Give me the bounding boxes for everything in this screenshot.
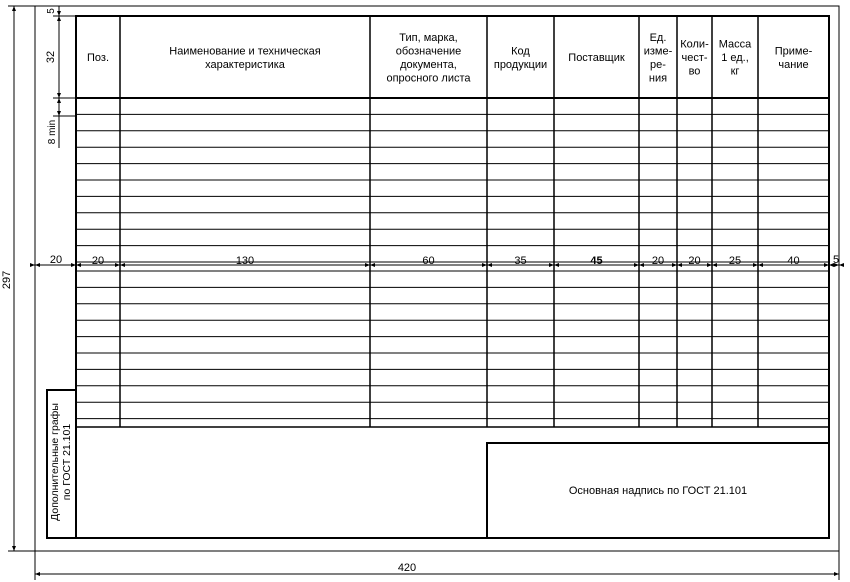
column-header-type — [386, 32, 471, 85]
left-margin-label: 20 — [49, 254, 63, 266]
column-header-line: документа, — [400, 58, 457, 71]
sheet-width-label: 420 — [397, 562, 417, 574]
dimension-arrowhead — [35, 263, 40, 267]
column-header-note — [775, 45, 813, 71]
additional-columns-label-line1: Дополнительные графы — [49, 403, 61, 521]
column-header-line: Коли- — [680, 38, 709, 51]
column-width-label-qty: 20 — [688, 255, 701, 267]
column-header-line: Масса — [718, 38, 752, 51]
column-header-line: Поз. — [87, 52, 109, 64]
column-width-label-code: 35 — [514, 255, 527, 267]
column-header-line: обозначение — [395, 45, 462, 58]
header-height-label: 32 — [45, 50, 57, 64]
sheet-border — [35, 6, 839, 551]
column-header-line: Поставщик — [568, 52, 625, 64]
column-header-unit — [644, 32, 673, 85]
column-header-pos — [87, 52, 109, 64]
column-header-line: во — [688, 65, 701, 78]
column-header-line: чание — [778, 58, 809, 71]
column-header-line: 1 ед., — [721, 52, 749, 64]
right-margin-label: 5 — [832, 254, 840, 266]
dimension-arrowhead — [30, 263, 35, 267]
column-header-line: Тип, марка, — [399, 31, 458, 44]
column-header-line: Код — [511, 45, 530, 58]
drawing-frame — [76, 16, 829, 538]
column-header-line: изме- — [643, 45, 673, 58]
column-headers — [87, 32, 813, 85]
column-header-line: Приме- — [774, 45, 813, 58]
column-header-mass — [719, 39, 752, 78]
column-header-line: ре- — [650, 58, 666, 71]
column-width-label-pos: 20 — [91, 255, 105, 267]
column-width-label-supplier: 45 — [590, 255, 603, 267]
column-header-line: опросного листа — [386, 72, 471, 85]
dimension-arrowhead — [839, 263, 844, 267]
column-header-line: продукции — [493, 58, 548, 71]
row-height-label: 8 min — [47, 119, 58, 145]
column-header-line: кг — [730, 65, 740, 78]
column-header-line: Наименование и техническая — [169, 45, 321, 58]
column-header-qty — [680, 39, 709, 78]
column-width-label-note: 40 — [787, 255, 800, 267]
column-header-line: ния — [648, 72, 668, 85]
column-header-supplier — [568, 52, 625, 64]
column-header-name — [169, 45, 321, 71]
column-header-code — [494, 45, 547, 71]
column-header-line: чест- — [681, 52, 708, 64]
column-width-label-type: 60 — [422, 255, 435, 267]
column-header-line: характеристика — [205, 58, 285, 71]
column-width-label-name: 130 — [235, 255, 255, 267]
column-width-label-mass: 25 — [728, 255, 742, 267]
column-header-line: Ед. — [649, 31, 667, 44]
additional-columns-label-line2: по ГОСТ 21.101 — [61, 423, 73, 501]
top-margin-label: 5 — [46, 8, 57, 14]
column-width-label-unit: 20 — [651, 255, 665, 267]
sheet-height-label: 297 — [1, 270, 13, 290]
title-block-label: Основная надпись по ГОСТ 21.101 — [568, 485, 748, 497]
